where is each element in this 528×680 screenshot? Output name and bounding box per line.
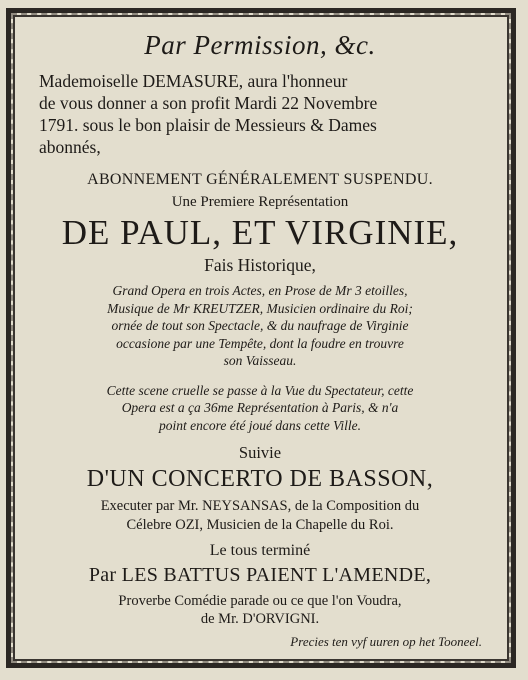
proverb-line: Proverbe Comédie parade ou ce que l'on Voudra, — [118, 593, 402, 609]
intro-line: de vous donner a son profit Mardi 22 Novembre — [39, 93, 378, 113]
subscription-suspended-notice: ABONNEMENT GÉNÉRALEMENT SUSPENDU. — [87, 171, 433, 188]
ending-label: Le tous terminé — [209, 542, 311, 559]
intro-line: Mademoiselle DEMASURE, aura l'honneur — [39, 71, 348, 91]
scene-line: point encore été joué dans cette Ville. — [158, 417, 362, 433]
scene-line: Cette scene cruelle se passe à la Vue du Spectateur, cette — [106, 382, 414, 398]
scene-note — [26, 382, 494, 435]
description-line: ornée de tout son Spectacle, & du naufrage de Virginie — [111, 318, 409, 333]
intro-line: abonnés, — [39, 137, 101, 157]
description-line: occasione par une Tempête, dont la foudre en trouvre — [116, 335, 404, 351]
concerto-description — [26, 497, 494, 534]
concerto-line: Executer par Mr. NEYSANSAS, de la Composition du — [100, 498, 420, 514]
playbill-content — [26, 30, 494, 650]
play-subtitle: Fais Historique, — [204, 255, 316, 275]
intro-paragraph — [26, 70, 494, 158]
proverb-description — [26, 592, 494, 628]
opera-description — [26, 282, 494, 370]
proverb-line: de Mr. D'ORVIGNI. — [200, 611, 320, 627]
followed-by-label: Suivie — [238, 443, 282, 462]
concerto-line: Célebre OZI, Musicien de la Chapelle du Roi. — [126, 516, 394, 533]
start-time-note: Precies ten vyf uuren op het Tooneel. — [290, 634, 482, 649]
scene-line: Opera est a ça 36me Représentation à Paris, & n'a — [121, 400, 399, 415]
description-line: Musique de Mr KREUTZER, Musicien ordinaire du Roi; — [107, 300, 413, 316]
premiere-label: Une Premiere Représentation — [171, 194, 349, 210]
permission-heading: Par Permission, &c. — [144, 30, 376, 60]
play-title: DE PAUL, ET VIRGINIE, — [61, 213, 459, 252]
description-line: Grand Opera en trois Actes, en Prose de Mr 3 etoilles, — [112, 283, 408, 298]
concerto-title: D'UN CONCERTO DE BASSON, — [86, 466, 434, 492]
description-line: son Vaisseau. — [223, 353, 297, 368]
closing-play-title: Par LES BATTUS PAIENT L'AMENDE, — [88, 564, 432, 586]
intro-line: 1791. sous le bon plaisir de Messieurs & Dames — [39, 115, 377, 135]
